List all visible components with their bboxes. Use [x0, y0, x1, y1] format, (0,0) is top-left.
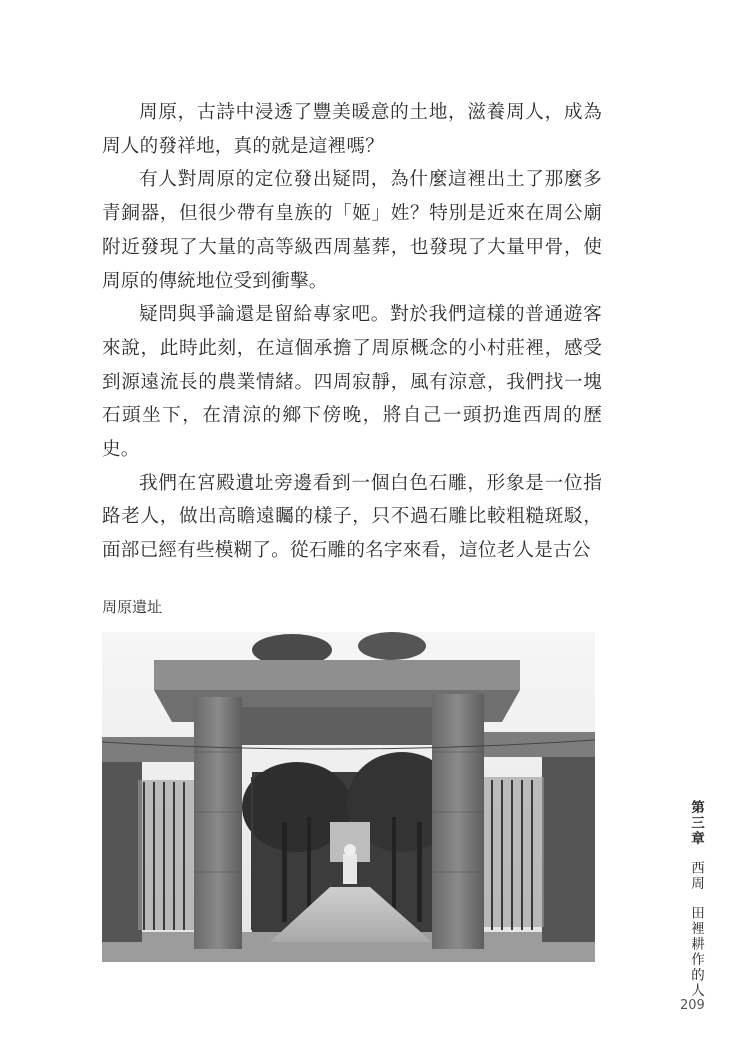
photo-caption: 周原遺址	[102, 598, 163, 616]
body-text	[102, 96, 602, 568]
page-number: 209	[680, 998, 705, 1013]
paragraph-2: 有人對周原的定位發出疑問，為什麼這裡出土了那麼多青銅器，但很少帶有皇族的「姬」姓？特別是近來在周公廟附近發現了大量的高等級西周墓葬，也發現了大量甲骨，使周原的傳統地位受到衝擊。	[102, 169, 602, 292]
running-head-chapter: 第三章	[688, 800, 704, 847]
running-head	[683, 800, 703, 999]
running-head-title: 田裡耕作的人	[688, 905, 704, 999]
running-head-section: 西周	[688, 860, 704, 892]
paragraph-1: 周原，古詩中浸透了豐美暖意的土地，滋養周人，成為周人的發祥地，真的就是這裡嗎？	[102, 102, 602, 157]
paragraph-3: 疑問與爭論還是留給專家吧。對於我們這樣的普通遊客來說，此時此刻，在這個承擔了周原概念的小村莊裡，感受到源遠流長的農業情緒。四周寂靜，風有涼意，我們找一塊石頭坐下，在清涼的鄉下傍晚，將自己一頭扔進西周的歷史。	[102, 304, 602, 461]
paragraph-4: 我們在宮殿遺址旁邊看到一個白色石雕，形象是一位指路老人，做出高瞻遠矚的樣子，只不過石雕比較粗糙斑駁，面部已經有些模糊了。從石雕的名字來看，這位老人是古公	[102, 472, 602, 562]
zhouyuan-site-gate-photo	[102, 632, 595, 962]
